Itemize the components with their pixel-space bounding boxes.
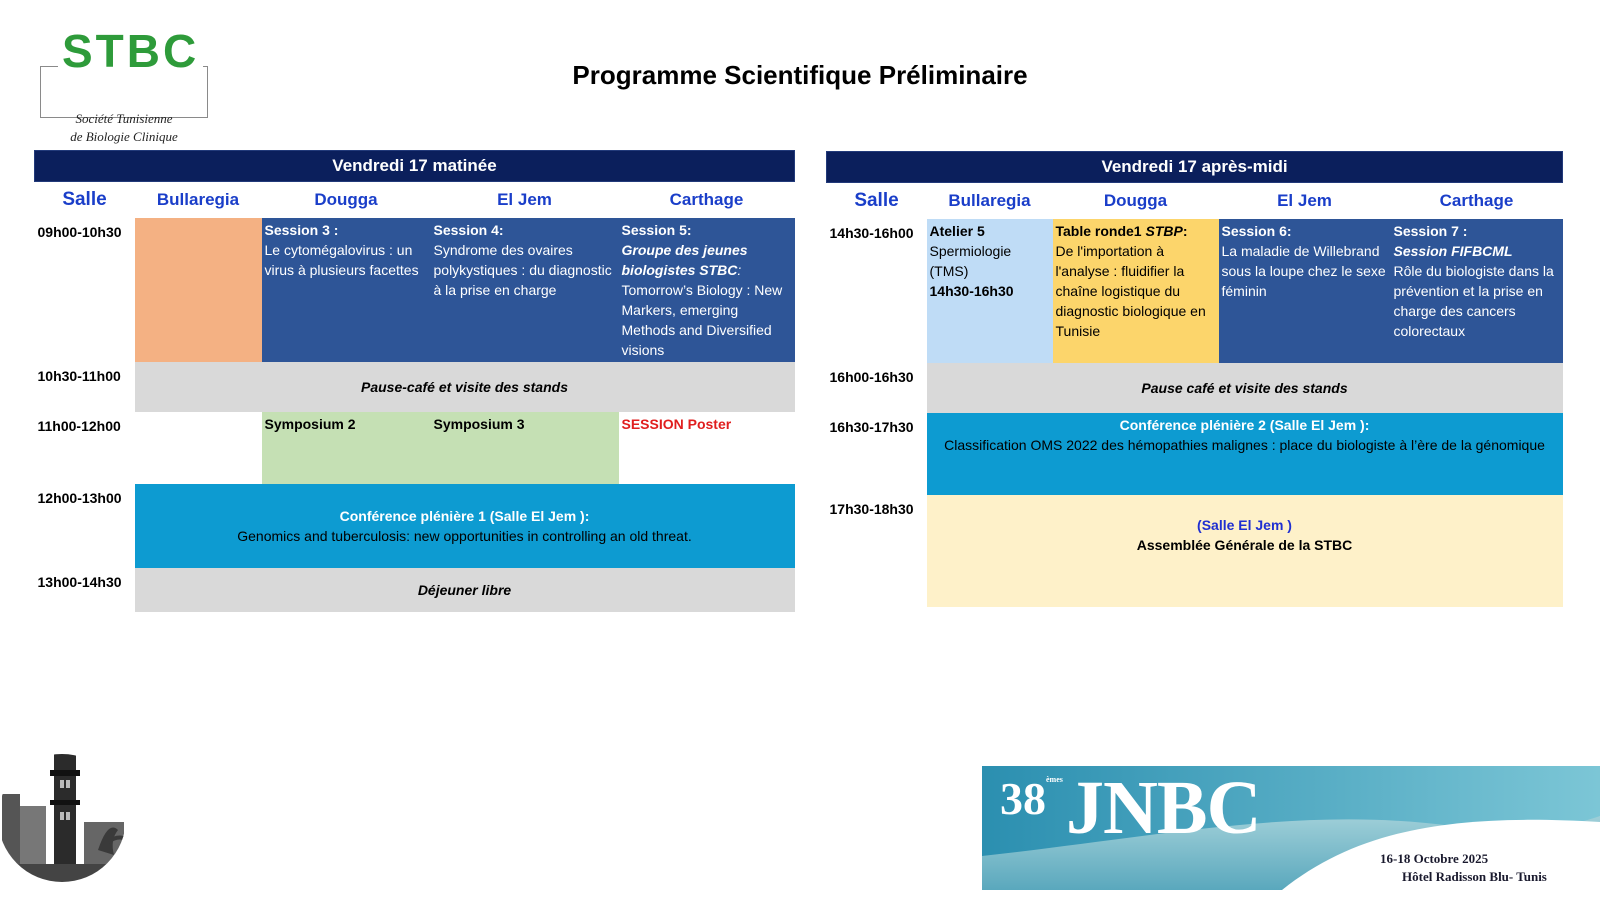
session-5-cell xyxy=(619,218,795,362)
col-header-carthage: Carthage xyxy=(669,189,744,209)
afternoon-schedule-table xyxy=(826,151,1563,607)
time-slot: 11h00-12h00 xyxy=(37,417,121,434)
session-text: Rôle du biologiste dans la prévention et la prise en charge des cancers colorectaux xyxy=(1393,262,1554,339)
table-ronde-1-cell xyxy=(1053,219,1219,363)
pleniere-text: Classification OMS 2022 des hémopathies malignes : place du biologiste à l’ère de la génomique xyxy=(944,436,1545,453)
table-row xyxy=(35,362,795,412)
table-row xyxy=(827,413,1563,495)
assemblee-room: (Salle El Jem ) xyxy=(1197,516,1292,533)
col-header-carthage: Carthage xyxy=(1439,190,1514,210)
table-row xyxy=(827,495,1563,607)
session-title: Session 6: xyxy=(1221,222,1292,239)
session-4-cell xyxy=(431,218,619,362)
col-header-dougga: Dougga xyxy=(1103,190,1168,210)
time-slot: 14h30-16h00 xyxy=(829,224,914,241)
atelier-text: Spermiologie (TMS) xyxy=(929,242,1012,279)
session-title: Session 4: xyxy=(433,221,504,238)
session-text: Le cytomégalovirus : un virus à plusieurs facettes xyxy=(264,241,419,278)
day-header-afternoon: Vendredi 17 après-midi xyxy=(827,152,1563,183)
column-header-row xyxy=(827,183,1563,219)
session-text: Tomorrow’s Biology : New Markers, emerging Methods and Diversified visions xyxy=(621,281,783,358)
day-header-morning: Vendredi 17 matinée xyxy=(35,151,795,182)
jnbc-banner xyxy=(982,766,1600,890)
coffee-break-cell: Pause-café et visite des stands xyxy=(135,362,795,412)
logo-line-2: de Biologie Clinique xyxy=(70,129,178,144)
session-text: Syndrome des ovaires polykystiques : du diagnostic à la prise en charge xyxy=(433,241,612,298)
session-title: Session 5: xyxy=(621,221,692,238)
table-row xyxy=(35,218,795,362)
table-row xyxy=(827,363,1563,413)
table-row xyxy=(827,219,1563,363)
column-header-row xyxy=(35,182,795,218)
page-title: Programme Scientifique Préliminaire xyxy=(572,60,1028,90)
edition-sup: èmes xyxy=(1046,775,1063,784)
col-header-el-jem: El Jem xyxy=(1277,190,1332,210)
atelier-time: 14h30-16h30 xyxy=(929,282,1014,299)
minaret-icon xyxy=(0,730,130,885)
logo-wordmark: STBC xyxy=(58,28,203,74)
session-title: Session 3 : xyxy=(264,221,339,238)
time-slot: 10h30-11h00 xyxy=(37,367,121,384)
atelier-5-cell xyxy=(927,219,1053,363)
col-header-bullaregia: Bullaregia xyxy=(948,190,1031,210)
time-slot: 16h00-16h30 xyxy=(829,368,914,385)
pleniere-text: Genomics and tuberculosis: new opportunities in controlling an old threat. xyxy=(237,527,692,544)
table-ronde-text: De l'importation à l'analyse : fluidifier la chaîne logistique du diagnostic biologique en Tunisie xyxy=(1055,242,1206,339)
table-row xyxy=(35,412,795,484)
assemblee-generale-cell xyxy=(927,495,1563,607)
event-venue: Hôtel Radisson Blu- Tunis xyxy=(1402,869,1547,884)
session-3-cell xyxy=(262,218,431,362)
table-row xyxy=(35,568,795,612)
session-text: La maladie de Willebrand sous la loupe chez le sexe féminin xyxy=(1221,242,1386,299)
col-header-bullaregia: Bullaregia xyxy=(156,189,240,209)
logo-line-1: Société Tunisienne xyxy=(75,111,173,126)
col-header-salle: Salle xyxy=(854,189,899,211)
table-ronde-title: Table ronde1 xyxy=(1055,222,1146,239)
table-row xyxy=(35,484,795,568)
session-poster-cell: SESSION Poster xyxy=(621,415,732,432)
table-ronde-title-italic: STBP xyxy=(1145,222,1183,239)
atelier-title: Atelier 5 xyxy=(929,222,985,239)
event-dates: 16-18 Octobre 2025 xyxy=(1380,851,1489,866)
session-7-cell xyxy=(1391,219,1563,363)
session-6-cell xyxy=(1219,219,1391,363)
lunch-cell: Déjeuner libre xyxy=(135,568,795,612)
morning-schedule-table xyxy=(34,150,795,612)
assemblee-text: Assemblée Générale de la STBC xyxy=(1136,536,1353,553)
col-header-el-jem: El Jem xyxy=(497,189,552,209)
time-slot: 13h00-14h30 xyxy=(37,573,122,590)
col-header-dougga: Dougga xyxy=(314,189,378,209)
time-slot: 16h30-17h30 xyxy=(829,418,914,435)
session-title: Session 7 : xyxy=(1393,222,1468,239)
pleniere-2-cell xyxy=(927,413,1563,495)
session-subtitle: Session FIFBCML xyxy=(1393,242,1513,259)
pleniere-title: Conférence plénière 2 (Salle El Jem ): xyxy=(1119,416,1370,433)
col-header-salle: Salle xyxy=(62,188,107,210)
symposium-3-cell: Symposium 3 xyxy=(431,412,619,484)
table-ronde-colon: : xyxy=(1182,222,1188,239)
time-slot: 09h00-10h30 xyxy=(37,223,122,240)
edition-number xyxy=(1000,773,1063,824)
bullaregia-empty-cell xyxy=(135,218,262,362)
time-slot: 12h00-13h00 xyxy=(37,489,122,506)
coffee-break-cell: Pause café et visite des stands xyxy=(927,363,1563,413)
bullaregia-empty-cell xyxy=(135,412,262,484)
session-subtitle-colon: : xyxy=(737,261,742,278)
pleniere-1-cell xyxy=(135,484,795,568)
pleniere-title: Conférence plénière 1 (Salle El Jem ): xyxy=(339,507,590,524)
event-name: JNBC xyxy=(1066,766,1261,850)
time-slot: 17h30-18h30 xyxy=(829,500,914,517)
minaret-illustration xyxy=(0,730,130,885)
edition-number-value: 38 xyxy=(1000,773,1046,824)
symposium-2-cell: Symposium 2 xyxy=(262,412,431,484)
session-subtitle: Groupe des jeunes biologistes STBC xyxy=(621,241,748,278)
